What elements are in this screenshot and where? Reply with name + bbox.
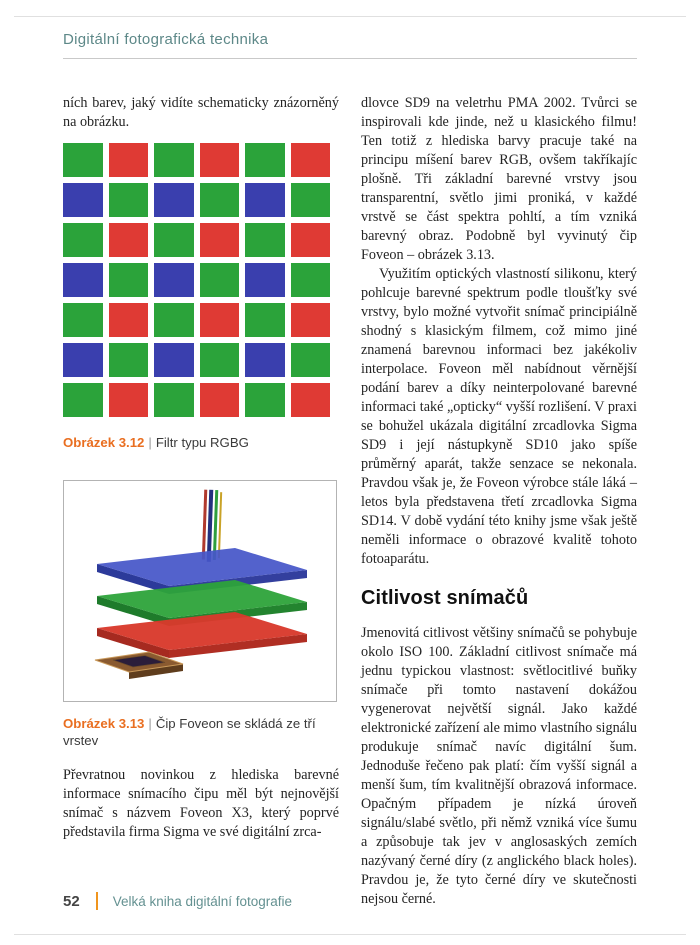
foveon-layer-red	[97, 612, 307, 658]
filter-cell-g	[154, 383, 194, 417]
filter-cell-r	[109, 303, 149, 337]
filter-cell-b	[245, 183, 285, 217]
filter-cell-g	[63, 223, 103, 257]
filter-cell-g	[291, 263, 331, 297]
figure-foveon-chip	[63, 480, 337, 702]
right-paragraph-1: dlovce SD9 na veletrhu PMA 2002. Tvůrci se inspirovali kde jinde, než u klasického filmu! Ten totiž z hlediska barvy pracuje také na principu míšení barev RGB, ovšem takříkajíc plošně. Tři základní barevné vrstvy jsou transparentní, světlo jimi proniká, v každé vrstvě se část spektra pohltí, a tím vzniká barevný obraz. Podobně byl vyvinutý čip Foveon – obrázek 3.13.	[361, 95, 637, 263]
caption-label-3-12: Obrázek 3.12	[63, 435, 145, 450]
filter-cell-g	[154, 223, 194, 257]
figure-rgbg-filter	[63, 143, 339, 417]
filter-cell-b	[63, 263, 103, 297]
caption-separator: |	[148, 435, 152, 450]
caption-text-3-13: Čip Foveon se skládá ze tří vrstev	[63, 716, 316, 748]
filter-cell-r	[291, 143, 331, 177]
filter-cell-r	[291, 383, 331, 417]
figure-caption-3-12	[63, 434, 339, 451]
footer-book-title: Velká kniha digitální fotografie	[112, 893, 293, 909]
filter-cell-g	[154, 143, 194, 177]
right-paragraph-2: Využitím optických vlastností silikonu, který pohlcuje barevné spektrum podle tloušťky své vrstvy, bylo možné vytvořit snímač principiálně shodný s klasickým filmem, což mimo jiné znamená barevnou informaci bez jakékoliv interpolace. Foveon měl nabídnout věrnější podání barev a díky neinterpolované barevné informaci také „opticky“ vyšší rozlišení. V praxi se bohužel ukázala digitální zrcadlovka Sigma SD9 i její nástupkyně SD10 jako spíše průměrný aparát, takže senzace se nekonala. Pravdou však je, že Foveon výrobce stále láká – letos byla představena třetí zrcadlovka Sigma SD14. V době vydání této knihy jsme však ještě neměli informace o obrazové kvalitě tohoto fotoaparátu.	[361, 266, 637, 567]
page-number: 52	[63, 892, 80, 910]
filter-cell-g	[200, 263, 240, 297]
running-header: Digitální fotografická technika	[63, 31, 269, 48]
filter-cell-g	[245, 303, 285, 337]
filter-cell-b	[154, 343, 194, 377]
intro-paragraph: ních barev, jaký vidíte schematicky znázorněný na obrázku.	[63, 95, 339, 130]
left-column	[63, 94, 339, 842]
bayer-filter-grid	[63, 143, 330, 417]
section-heading: Citlivost snímačů	[361, 587, 529, 609]
filter-cell-g	[200, 183, 240, 217]
footer-accent-bar	[96, 892, 98, 910]
figure-caption-3-13	[63, 715, 339, 749]
right-column	[361, 94, 637, 909]
caption-text-3-12: Filtr typu RGBG	[155, 435, 249, 450]
filter-cell-b	[154, 263, 194, 297]
filter-cell-g	[63, 303, 103, 337]
filter-cell-g	[109, 343, 149, 377]
filter-cell-g	[245, 143, 285, 177]
filter-cell-g	[245, 223, 285, 257]
filter-cell-g	[109, 263, 149, 297]
filter-cell-g	[245, 383, 285, 417]
foveon-chip-illustration	[75, 486, 325, 696]
filter-cell-r	[109, 143, 149, 177]
filter-cell-g	[63, 383, 103, 417]
filter-cell-g	[109, 183, 149, 217]
page-edge-top	[14, 16, 686, 17]
filter-cell-r	[200, 223, 240, 257]
filter-cell-b	[245, 263, 285, 297]
filter-cell-g	[291, 183, 331, 217]
filter-cell-b	[245, 343, 285, 377]
caption-label-3-13: Obrázek 3.13	[63, 716, 145, 731]
filter-cell-r	[109, 383, 149, 417]
filter-cell-r	[200, 143, 240, 177]
filter-cell-g	[154, 303, 194, 337]
page-footer	[63, 892, 292, 910]
filter-cell-g	[63, 143, 103, 177]
filter-cell-r	[200, 303, 240, 337]
filter-cell-g	[291, 343, 331, 377]
filter-cell-r	[291, 303, 331, 337]
header-rule	[63, 58, 637, 59]
left-closing-paragraph: Převratnou novinkou z hlediska barevné informace snímacího čipu měl být nejnovější snímač s názvem Foveon X3, který poprvé představila firma Sigma ve své digitální zrca-	[63, 767, 339, 840]
right-paragraph-3: Jmenovitá citlivost většiny snímačů se pohybuje okolo ISO 100. Základní citlivost snímače má jednu typickou vlastnost: světlocitlivé buňky snímače při tomto nastavení dokážou vygenerovat největší signál. Jako každé elektronické zařízení ale mimo vlastního signálu produkuje snímač navíc digitální šum. Jednoduše řečeno pak platí: čím vyšší signál a menší šum, tím kvalitnější obrazová informace. Opačným případem je nízká úroveň signálu/slabé světlo, při němž vzniká více šumu a způsobuje tak jev v anglosaských zemích nazývaný černé díry (z anglického black holes). Pravdou je, že tyto černé díry ve skutečnosti nejsou černé.	[361, 625, 637, 907]
filter-cell-b	[63, 343, 103, 377]
filter-cell-r	[200, 383, 240, 417]
caption-separator: |	[148, 716, 152, 731]
filter-cell-b	[63, 183, 103, 217]
filter-cell-r	[109, 223, 149, 257]
page-edge-bottom	[14, 934, 686, 935]
filter-cell-g	[200, 343, 240, 377]
filter-cell-r	[291, 223, 331, 257]
filter-cell-b	[154, 183, 194, 217]
